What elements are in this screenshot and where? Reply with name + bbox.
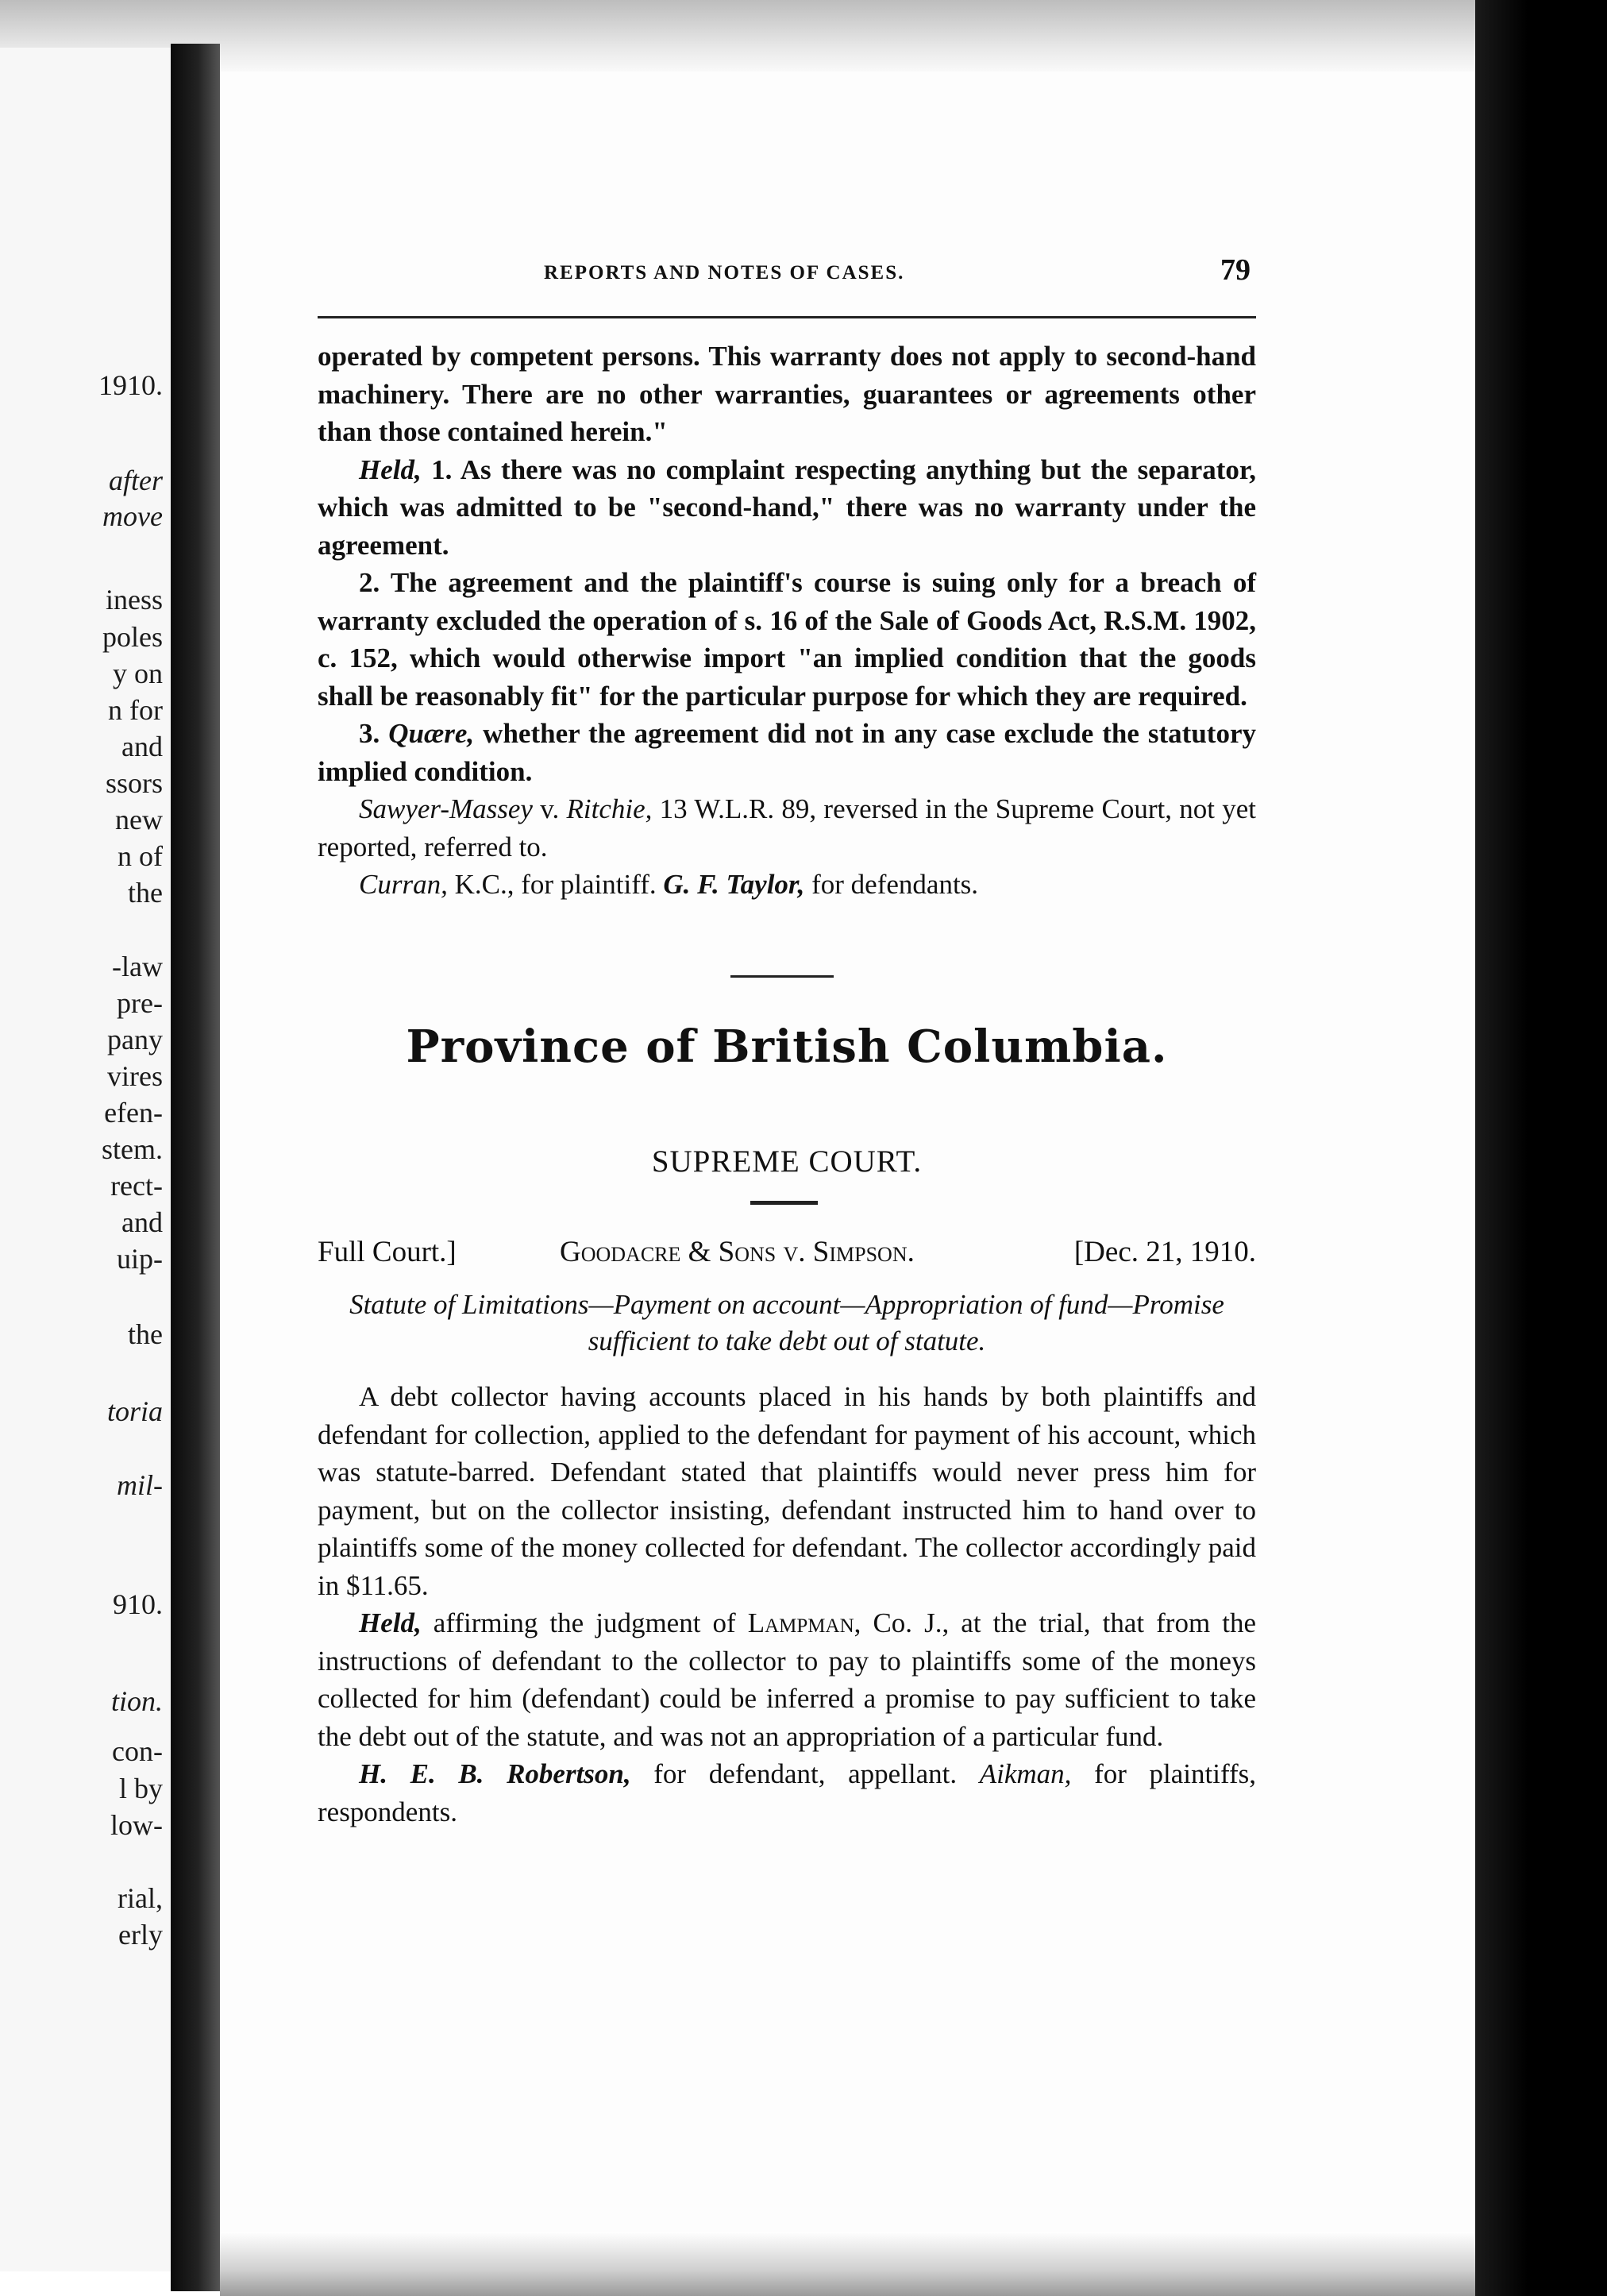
text-run: 1. As there was no complaint respecting anything but the separator, which was admitted to be "second-hand," there was no warranty under the agreement. bbox=[318, 453, 1256, 561]
facing-page-fragment: 1910. bbox=[98, 369, 163, 401]
facing-page-fragment: ssors bbox=[105, 767, 163, 799]
court-heading: SUPREME COURT. bbox=[651, 1144, 923, 1179]
header-rule bbox=[318, 316, 1256, 318]
case-name: Sawyer-Massey bbox=[359, 793, 533, 824]
text-run: K.C., for plaintiff. bbox=[447, 869, 664, 900]
running-head bbox=[318, 253, 1254, 297]
bench: Full Court.] bbox=[318, 1236, 457, 1268]
paragraph bbox=[318, 1604, 1256, 1755]
facing-page-fragment: vires bbox=[107, 1060, 163, 1092]
paragraph bbox=[318, 866, 1256, 904]
facing-page-fragment: new bbox=[115, 804, 163, 835]
case-name: Ritchie, bbox=[566, 793, 653, 824]
facing-page-fragment: erly bbox=[118, 1919, 163, 1951]
counsel-name: Aikman, bbox=[979, 1758, 1072, 1789]
facing-page-fragment: pre- bbox=[117, 987, 163, 1019]
facing-page-fragment: mil- bbox=[117, 1469, 163, 1501]
facing-page-fragment: iness bbox=[106, 584, 163, 615]
text-run: for defendants. bbox=[804, 869, 979, 900]
facing-page-fragment: after bbox=[109, 465, 163, 496]
paragraph bbox=[318, 1755, 1256, 1831]
facing-page-fragment: the bbox=[128, 1318, 163, 1350]
facing-page-fragment: n for bbox=[108, 694, 163, 726]
paragraph: 2. The agreement and the plaintiff's course is suing only for a breach of warranty excluded the operation of s. 16 of the Sale of Goods Act, R.S.M. 1902, c. 152, which would otherwise import "an implied condition that the goods shall be reasonably fit" for the particular purpose for which they are required. bbox=[318, 567, 1256, 712]
scan-right-edge bbox=[1475, 0, 1607, 2296]
quaere-label: Quære, bbox=[388, 718, 475, 749]
facing-page-fragment: move bbox=[102, 500, 163, 532]
counsel-name: H. E. B. Robertson, bbox=[359, 1758, 631, 1789]
province-heading: Province of British Columbia. bbox=[406, 1021, 1168, 1073]
facing-page-fragment: and bbox=[121, 731, 163, 762]
running-title: REPORTS AND NOTES OF CASES. bbox=[544, 262, 905, 284]
text-run: 13 W.L.R. 89, reversed in the Supreme Court, not yet reported, referred to. bbox=[318, 793, 1256, 862]
counsel-name: G. F. Taylor, bbox=[663, 869, 805, 900]
case-report bbox=[318, 1378, 1256, 1831]
facing-page-fragment: toria bbox=[106, 1395, 163, 1427]
facing-page-fragment: poles bbox=[102, 621, 163, 653]
text-run: whether the agreement did not in any case exclude the statutory implied condition. bbox=[318, 718, 1256, 787]
facing-page-fragment: stem. bbox=[102, 1133, 163, 1165]
facing-page-fragment: the bbox=[128, 877, 163, 909]
facing-page-fragment: con- bbox=[112, 1735, 163, 1767]
facing-page-fragment: uip- bbox=[117, 1243, 163, 1275]
judge-name: Lampman bbox=[747, 1607, 854, 1638]
text-run: for defendant, appellant. bbox=[630, 1758, 980, 1789]
facing-page-fragment: tion. bbox=[110, 1685, 163, 1717]
text-run: affirming the judgment of bbox=[421, 1607, 748, 1638]
facing-page-fragment: 910. bbox=[113, 1588, 163, 1620]
facing-page-fragment: and bbox=[121, 1206, 163, 1238]
facing-page-fragment: efen- bbox=[104, 1097, 163, 1129]
facing-page-fragment: low- bbox=[110, 1809, 163, 1841]
facing-page-fragment: rect- bbox=[110, 1170, 163, 1202]
paragraph: operated by competent persons. This warranty does not apply to second-hand machinery. There are no other warranties, guarantees or agreements other than those contained herein." bbox=[318, 341, 1256, 447]
text-run: for plaintiffs, respondents. bbox=[318, 1758, 1256, 1827]
paragraph bbox=[318, 451, 1256, 565]
paragraph bbox=[318, 715, 1256, 790]
case-style: Goodacre & Sons v. Simpson. bbox=[560, 1236, 915, 1268]
court-separator bbox=[750, 1201, 818, 1205]
facing-page-fragment: pany bbox=[107, 1024, 163, 1055]
section-separator bbox=[730, 975, 834, 978]
headnote-catchwords: Statute of Limitations—Payment on account—Appropriation of fund—Promise sufficient to take debt out of statute. bbox=[349, 1289, 1224, 1356]
case-caption bbox=[318, 1235, 1256, 1275]
text-run: 3. bbox=[359, 718, 389, 749]
text-run: v. bbox=[532, 793, 567, 824]
facing-page-fragment: rial, bbox=[118, 1882, 163, 1914]
held-label: Held, bbox=[359, 1607, 422, 1638]
facing-page-fragment: l by bbox=[118, 1773, 163, 1804]
paragraph: A debt collector having accounts placed in his hands by both plaintiffs and defendant for collection, applied to the defendant for payment of his account, which was statute-barred. Defendant stated that plaintiffs would never press him for payment, but on the collector insisting, defendant instructed him to hand over to plaintiffs some of the money collected for defendant. The collector accordingly paid in $11.65. bbox=[318, 1381, 1256, 1601]
scan-bottom-edge bbox=[220, 2232, 1475, 2296]
book-gutter bbox=[171, 44, 220, 2291]
text-run: , Co. J., at the trial, that from the instructions of defendant to the collector to pay to plaintiffs some of the moneys collected for him (defendant) could be inferred a promise to pay sufficient to take the debt out of the statute, and was not an appropriation of a particular fund. bbox=[318, 1607, 1256, 1752]
held-label: Held, bbox=[359, 453, 422, 485]
paragraph bbox=[318, 790, 1256, 866]
scan-top-shadow bbox=[0, 0, 1607, 79]
decision-date: [Dec. 21, 1910. bbox=[1073, 1236, 1256, 1268]
facing-page-fragment: y on bbox=[113, 658, 163, 689]
facing-page-fragment: -law bbox=[112, 951, 163, 982]
page-number: 79 bbox=[1220, 253, 1251, 287]
counsel-name: Curran, bbox=[359, 869, 448, 900]
continuation-text bbox=[318, 338, 1256, 904]
facing-page-fragment: n of bbox=[118, 840, 163, 872]
